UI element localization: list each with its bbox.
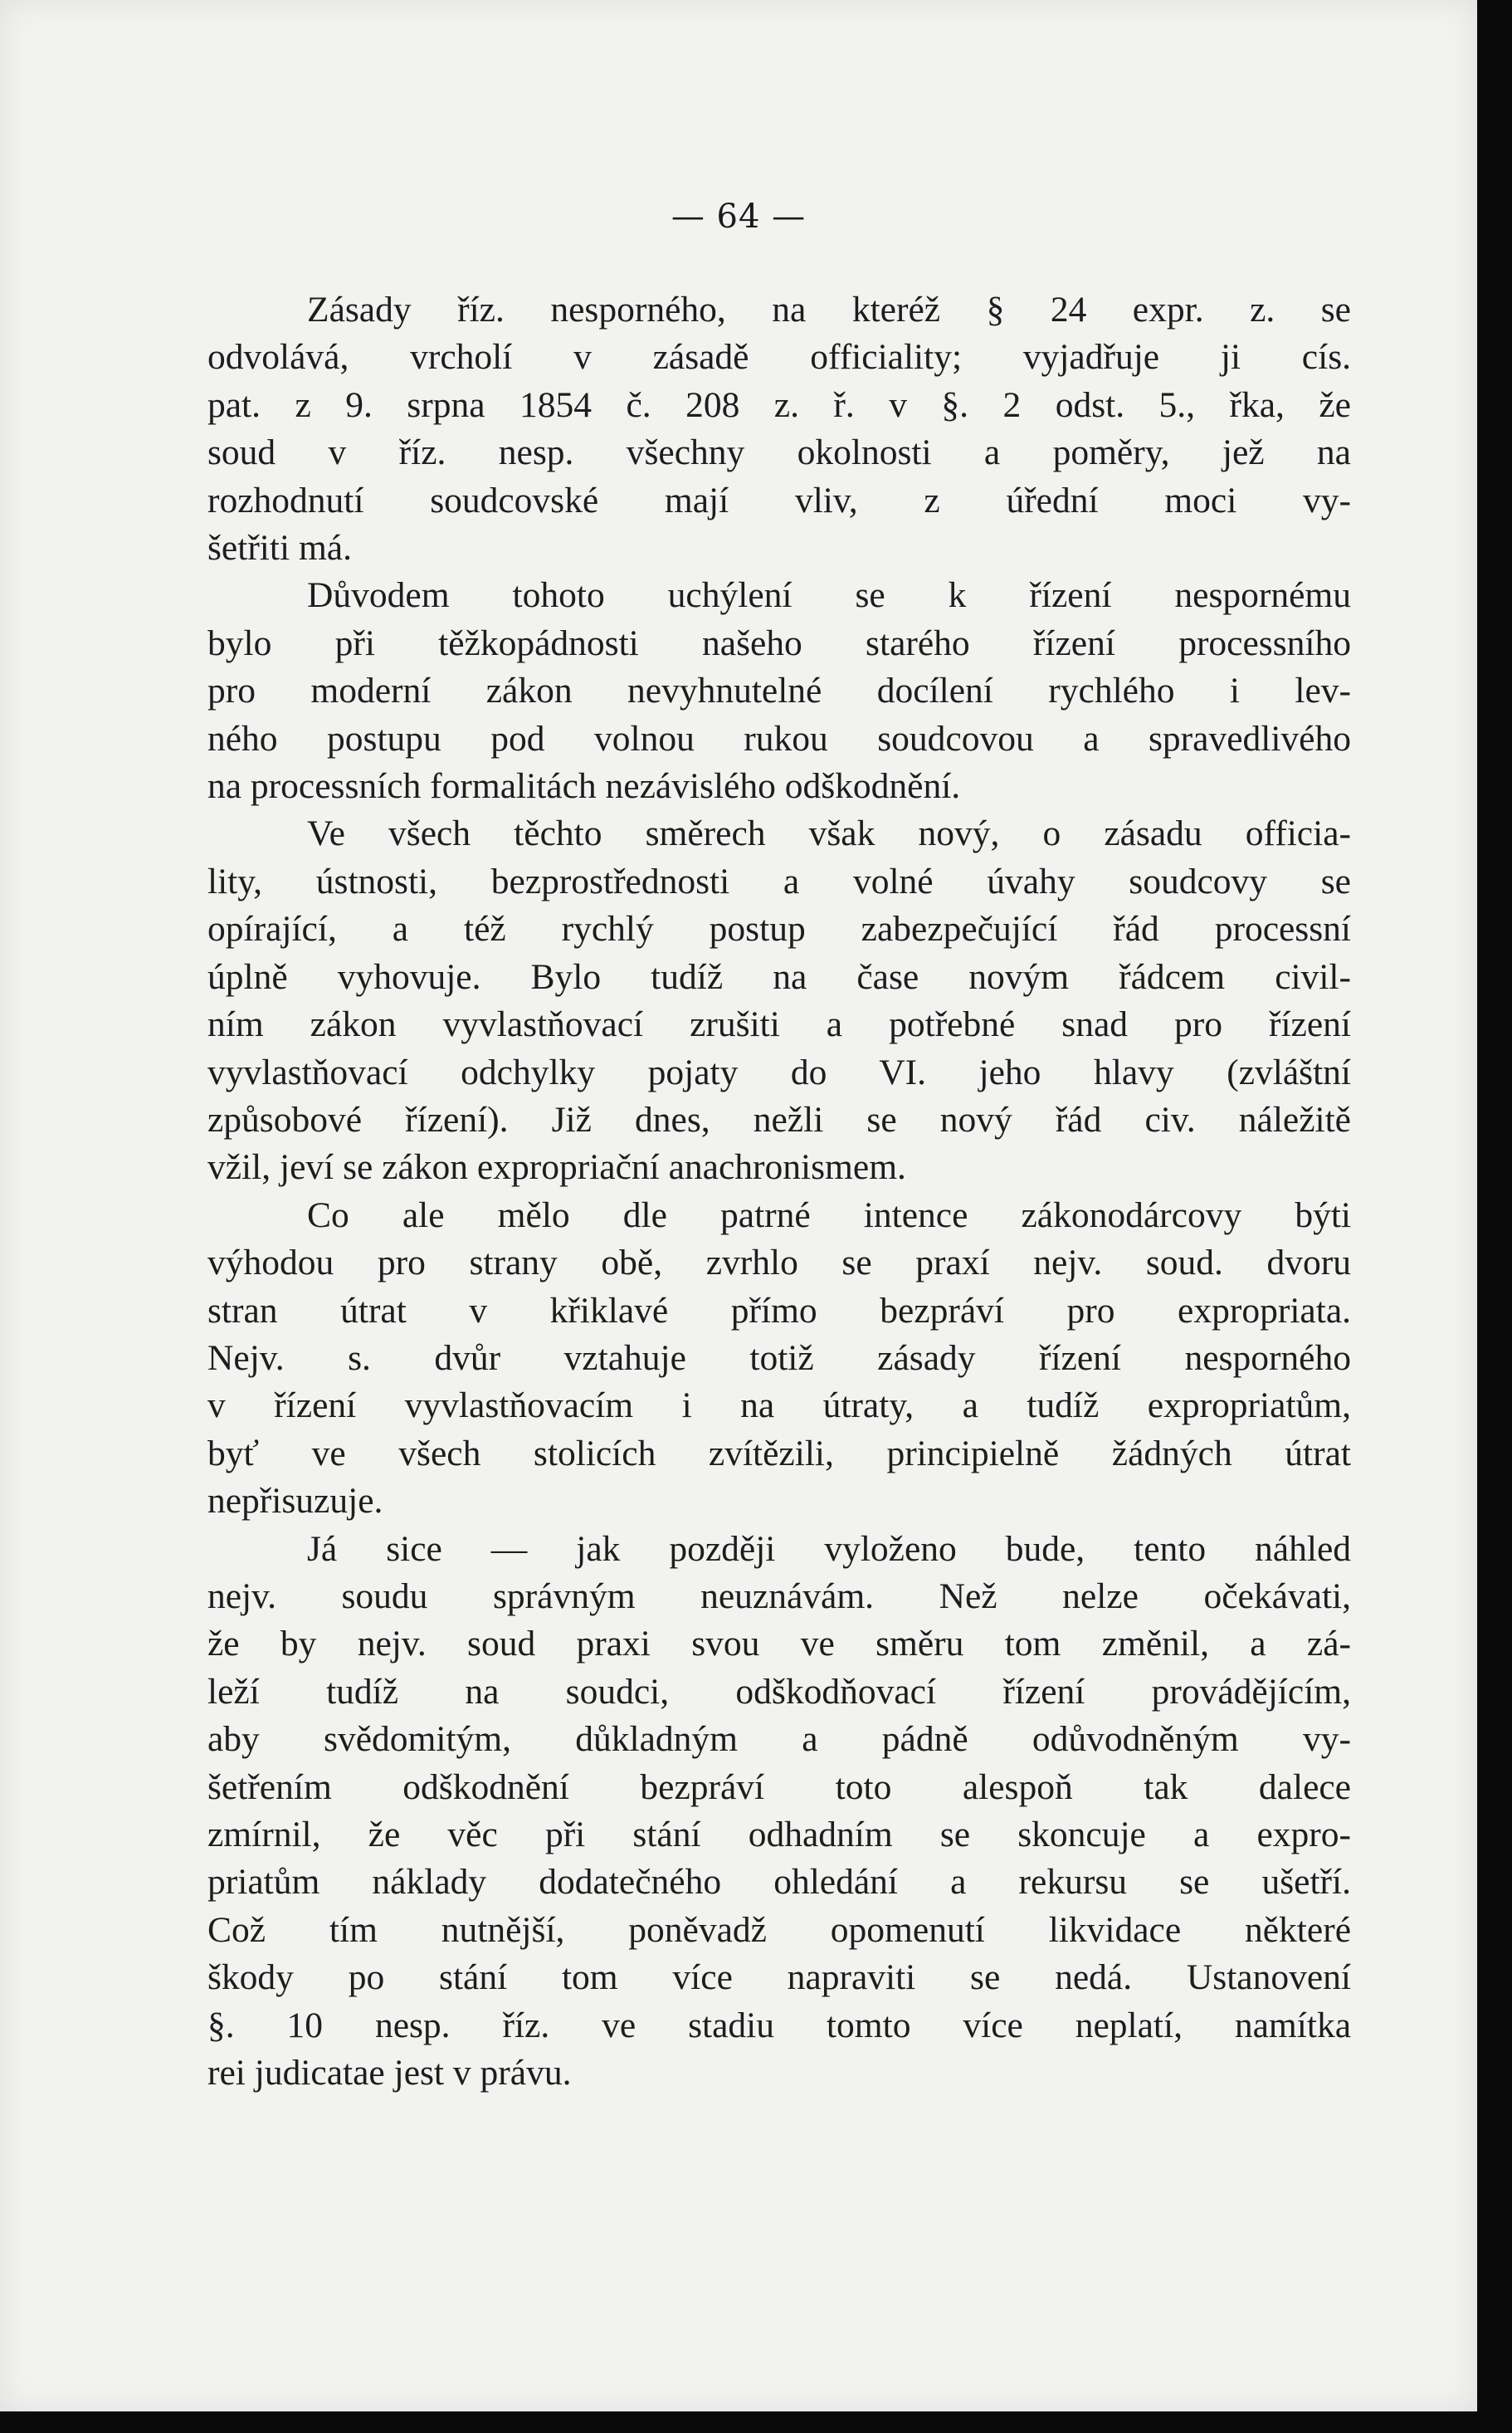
text-line: úplně vyhovuje. Bylo tudíž na čase novým řádcem civil- [207,956,1351,997]
text-line: Což tím nutnější, poněvadž opomenutí likvidace některé [207,1909,1351,1950]
scan-border-bottom [0,2411,1512,2433]
text-line: zmírnil, že věc při stání odhadním se skoncuje a expro- [207,1815,1351,1854]
text-line: Zásady říz. nesporného, na kteréž § 24 expr. z. se [307,290,1351,330]
text-line: pro moderní zákon nevyhnutelné docílení rychlého i lev- [207,671,1351,711]
text-line: ného postupu pod volnou rukou soudcovou a spravedlivého [207,718,1351,759]
text-line: aby svědomitým, důkladným a pádně odůvodněným vy- [207,1719,1351,1760]
text-line: výhodou pro strany obě, zvrhlo se praxí nejv. soud. dvoru [207,1243,1351,1283]
paragraph [207,572,1351,810]
text-line: leží tudíž na soudci, odškodňovací řízení provádějícím, [207,1671,1351,1712]
text-line: Důvodem tohoto uchýlení se k řízení nespornému [307,575,1351,616]
text-line: vyvlastňovací odchylky pojaty do VI. jeho hlavy (zvláštní [207,1052,1351,1092]
text-line: šetřením odškodnění bezpráví toto alespoň tak dalece [207,1766,1351,1807]
text-line: byť ve všech stolicích zvítězili, principielně žádných útrat [207,1433,1351,1473]
text-line: škody po stání tom více napraviti se nedá. Ustanovení [207,1957,1351,1998]
paragraph [207,810,1351,1191]
paragraph [207,1526,1351,2098]
text-line: priatům náklady dodatečného ohledání a rekursu se ušetří. [207,1862,1351,1903]
text-line: ním zákon vyvlastňovací zrušiti a potřebné snad pro řízení [207,1004,1351,1045]
scan-border-right [1477,0,1512,2433]
text-line: Co ale mělo dle patrné intence zákonodárcovy býti [307,1195,1351,1235]
text-line: Nejv. s. dvůr vztahuje totiž zásady řízení nesporného [207,1337,1351,1378]
text-line: soud v říz. nesp. všechny okolnosti a poměry, jež na [207,432,1351,473]
text-line: bylo při těžkopádnosti našeho starého řízení processního [207,623,1351,663]
body-text [207,286,1351,2097]
text-line: že by nejv. soud praxi svou ve směru tom změnil, a zá- [207,1624,1351,1664]
paragraph [207,1192,1351,1526]
text-line: rei judicatae jest v právu. [207,2053,572,2093]
text-line: v řízení vyvlastňovacím i na útraty, a tudíž expropriatům, [207,1385,1351,1426]
text-line: stran útrat v křiklavé přímo bezpráví pro expropriata. [207,1290,1351,1331]
text-line: na processních formalitách nezávislého odškodnění. [207,766,961,807]
text-line: §. 10 nesp. říz. ve stadiu tomto více neplatí, namítka [207,2005,1351,2045]
page-number: — 64 — [671,198,807,236]
text-line: pat. z 9. srpna 1854 č. 208 z. ř. v §. 2 odst. 5., řka, že [207,384,1351,425]
text-line: lity, ústnosti, bezprostřednosti a volné úvahy soudcovy se [207,861,1351,901]
text-line: vžil, jeví se zákon expropriační anachronismem. [207,1147,906,1188]
text-line: rozhodnutí soudcovské mají vliv, z úřední moci vy- [207,480,1351,520]
text-line: odvolává, vrcholí v zásadě officiality; vyjadřuje ji cís. [207,337,1351,378]
text-line: nepřisuzuje. [207,1481,383,1522]
text-line: Ve všech těchto směrech však nový, o zásadu officia- [307,813,1351,854]
text-line: nejv. soudu správným neuznávám. Než nelze očekávati, [207,1576,1351,1616]
text-line: opírající, a též rychlý postup zabezpečující řád processní [207,909,1351,950]
paragraph [207,286,1351,572]
text-line: způsobové řízení). Již dnes, nežli se nový řád civ. náležitě [207,1099,1351,1140]
text-line: šetřiti má. [207,528,352,569]
text-line: Já sice — jak později vyloženo bude, tento náhled [307,1528,1351,1569]
